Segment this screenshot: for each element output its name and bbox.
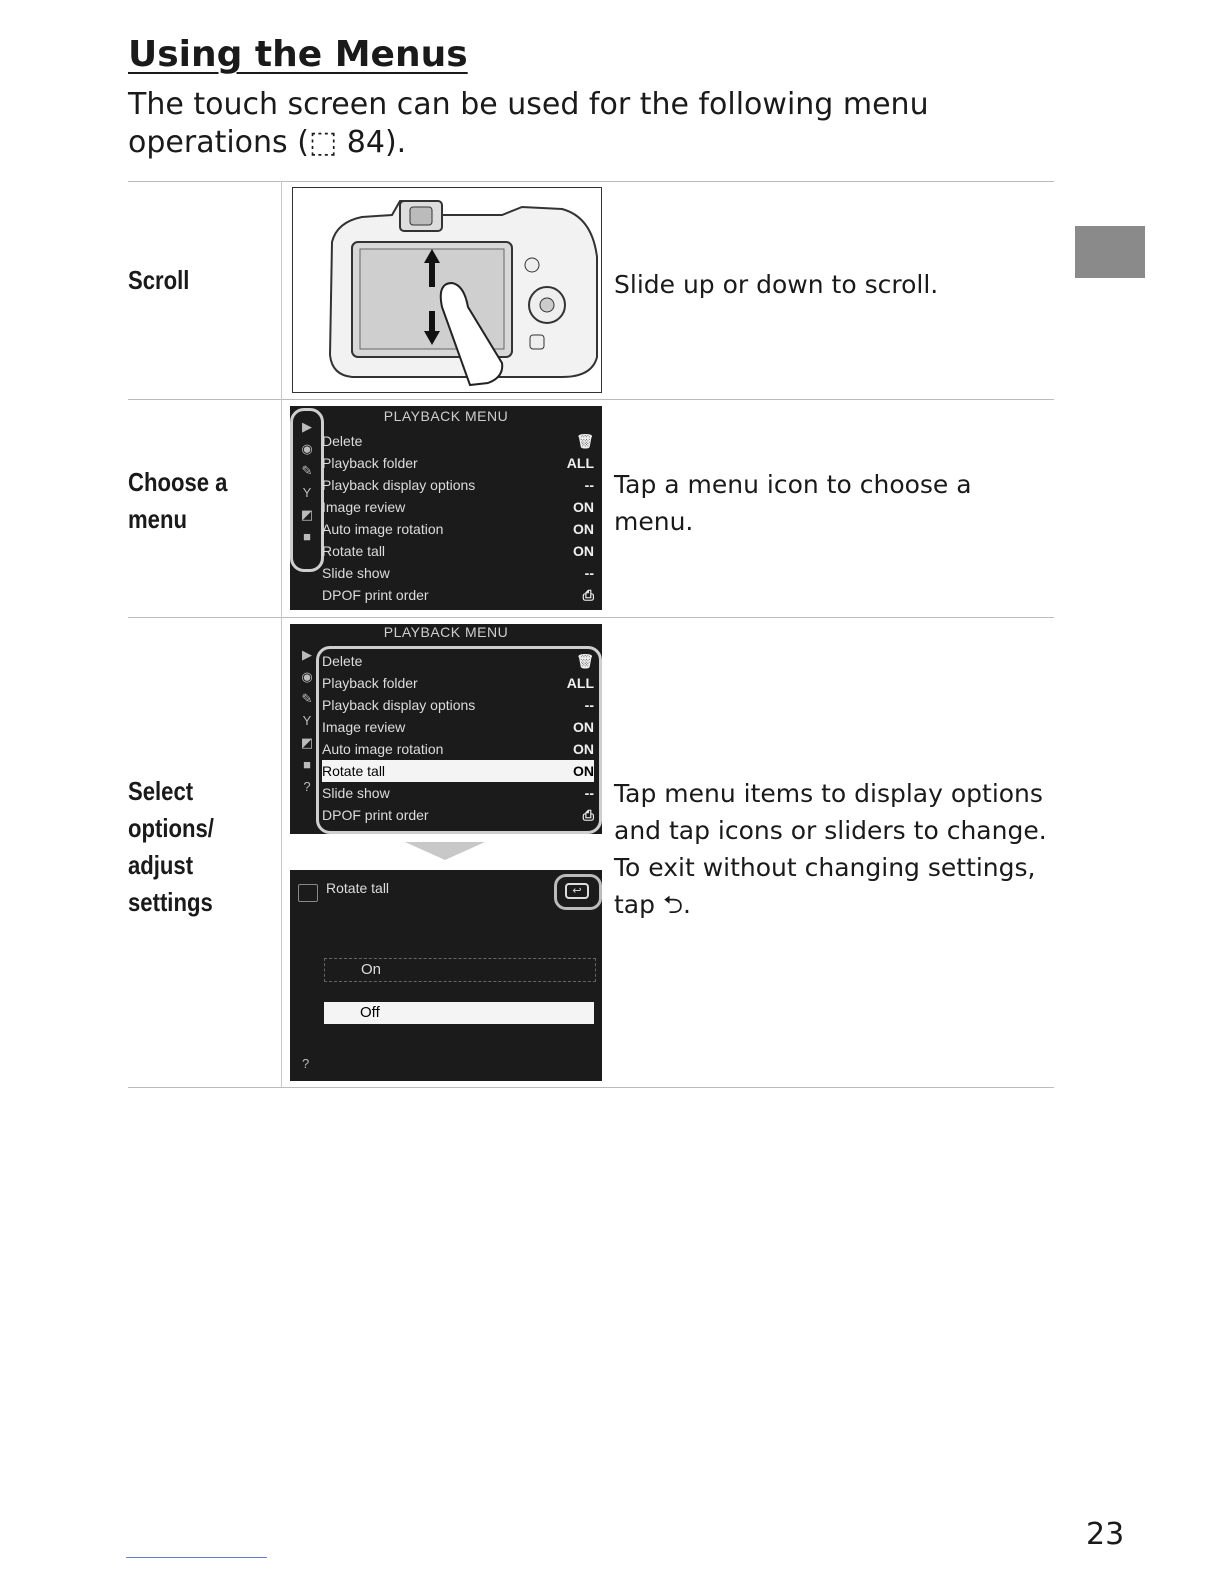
menu-row[interactable]: Slide show -- [322,565,594,581]
help-icon: ? [302,1056,310,1071]
camera-illustration [292,187,602,393]
menu-row[interactable]: DPOF print order ⎙ [322,584,594,606]
intro-text: The touch screen can be used for the following menu operations (⬚ 84). [128,87,929,160]
camera-icon[interactable]: ◉ [301,441,313,456]
menu-row[interactable]: Delete 🗑 [322,430,594,452]
my-menu-icon[interactable]: ■ [303,529,311,544]
menu-row[interactable]: Slide show -- [322,785,594,801]
camera-icon: ◉ [301,669,313,684]
playback-icon: ▶ [302,647,312,662]
row-desc-scroll: Slide up or down to scroll. [614,270,939,299]
menu-row[interactable]: Image review ON [322,719,594,735]
page-title: Using the Menus [128,34,468,75]
menu-row[interactable]: Auto image rotation ON [322,741,594,757]
divider [128,399,1054,400]
chapter-tab [1075,226,1145,278]
row-label-select-options: Select options/ adjust settings [128,776,214,917]
print-icon: ⎙ [582,807,594,823]
back-button[interactable] [554,874,602,910]
trash-icon: 🗑 [576,653,594,669]
row-desc-choose-menu: Tap a menu icon to choose a menu. [614,470,972,536]
down-arrow-icon [405,842,485,860]
my-menu-icon: ■ [303,757,311,772]
playback-menu-screen-1 [290,406,602,610]
footer-rule [126,1557,267,1558]
menu-row-selected[interactable]: Rotate tall ON [322,760,594,782]
divider [128,181,1054,182]
icon-highlight [290,408,324,572]
menu-row[interactable]: Rotate tall ON [322,543,594,559]
menu-row[interactable]: DPOF print order ⎙ [322,804,594,826]
menu-row[interactable]: Image review ON [322,499,594,515]
menu-row[interactable]: Auto image rotation ON [322,521,594,537]
column-divider [281,181,282,1087]
retouch-icon[interactable]: ◩ [300,507,314,522]
pencil-icon[interactable]: ✎ [301,463,313,478]
option-on[interactable]: On [324,958,596,982]
row-desc-select-options: Tap menu items to display options and tap icons or sliders to change. To exit without changing settings, tap ⮌. [614,779,1047,919]
playback-icon [298,884,318,902]
option-off-selected[interactable]: Off [324,1002,594,1024]
menu-title: PLAYBACK MENU [383,624,509,640]
row-label-choose-menu: Choose a menu [128,467,228,534]
menu-title: PLAYBACK MENU [383,408,509,424]
menu-row[interactable]: Delete 🗑 [322,650,594,672]
playback-icon[interactable]: ▶ [302,419,312,434]
divider [128,617,1054,618]
trash-icon: 🗑 [576,433,594,449]
return-icon: ↩ [565,883,589,899]
playback-menu-screen-2 [290,624,602,834]
row-label-scroll: Scroll [128,265,190,295]
menu-row[interactable]: Playback folder ALL [322,455,594,471]
wrench-icon: Y [302,713,312,728]
menu-row[interactable]: Playback display options -- [322,697,594,713]
pencil-icon: ✎ [301,691,313,706]
screen-title: Rotate tall [326,880,390,896]
retouch-icon: ◩ [300,735,314,750]
menu-row[interactable]: Playback display options -- [322,477,594,493]
print-icon: ⎙ [582,587,594,603]
help-icon: ? [303,779,311,794]
menu-row[interactable]: Playback folder ALL [322,675,594,691]
wrench-icon[interactable]: Y [302,485,312,500]
menu-icon-column [296,644,318,798]
page-number: 23 [1086,1517,1125,1552]
divider [128,1087,1054,1088]
rotate-tall-screen [290,870,602,1081]
